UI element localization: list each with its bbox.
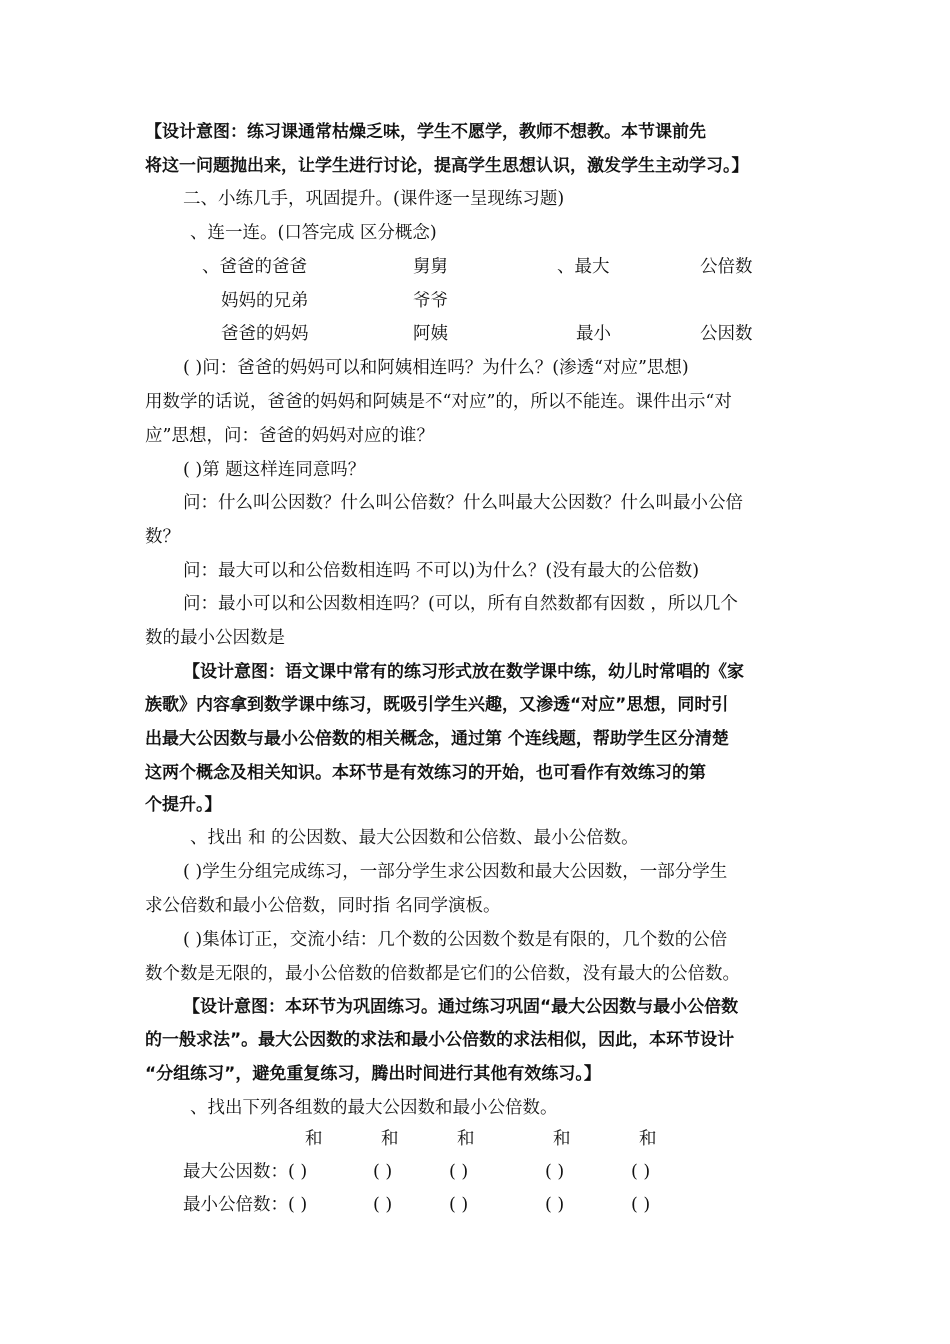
table-row-label-lcm: 最小公倍数： [183, 1195, 288, 1215]
design-intent-2-line-4: 这两个概念及相关知识。本环节是有效练习的开始，也可看作有效练习的第 [145, 763, 706, 783]
table-row-label-gcd: 最大公因数： [183, 1162, 288, 1182]
match-left-2: 妈妈的兄弟 [221, 291, 309, 311]
exercise-2-para-2-line-1: ( )集体订正，交流小结：几个数的公因数个数是有限的，几个数的公倍 [183, 930, 728, 950]
question-2: ( )第 题这样连同意吗？ [183, 460, 366, 480]
design-intent-1-line-2: 将这一问题抛出来，让学生进行讨论，提高学生思想认识，激发学生主动学习。】 [145, 156, 749, 176]
question-5-line-1: 问：最小可以和公因数相连吗？(可以，所有自然数都有因数 ，所以几个 [183, 594, 738, 614]
table-blank-gcd-3: ( ) [449, 1162, 469, 1182]
design-intent-3-line-1: 【设计意图：本环节为巩固练习。通过练习巩固“最大公因数与最小公倍数 [183, 997, 739, 1017]
exercise-2-title: 、找出 和 的公因数、最大公因数和公倍数、最小公倍数。 [190, 828, 639, 848]
table-blank-lcm-2: ( ) [373, 1195, 393, 1215]
exercise-3-title: 、找出下列各组数的最大公因数和最小公倍数。 [190, 1098, 558, 1118]
question-1-line-2: 用数学的话说，爸爸的妈妈和阿姨是不“对应”的，所以不能连。课件出示“对 [145, 392, 732, 412]
table-header-he-5: 和 [639, 1129, 657, 1149]
table-header-he-3: 和 [457, 1129, 475, 1149]
design-intent-3-line-2: 的一般求法”。最大公因数的求法和最小公倍数的求法相似，因此，本环节设计 [145, 1030, 735, 1050]
section-2-title: 二、小练几手，巩固提升。(课件逐一呈现练习题) [183, 189, 565, 209]
table-blank-gcd-5: ( ) [631, 1162, 651, 1182]
exercise-2-para-1-line-2: 求公倍数和最小公倍数，同时指 名同学演板。 [145, 896, 501, 916]
match-left-3: 爸爸的妈妈 [221, 324, 309, 344]
match-right-a-2: 最小 [576, 324, 611, 344]
match-right-a-1: 、最大 [557, 257, 610, 277]
table-blank-lcm-1: ( ) [288, 1195, 308, 1215]
design-intent-2-line-5: 个提升。】 [145, 795, 222, 815]
question-1-line-3: 应”思想，问：爸爸的妈妈对应的谁？ [145, 426, 434, 446]
table-header-he-4: 和 [553, 1129, 571, 1149]
design-intent-2-line-1: 【设计意图：语文课中常有的练习形式放在数学课中练，幼儿时常唱的《家 [183, 662, 744, 682]
match-right-b-1: 公倍数 [700, 257, 753, 277]
table-blank-gcd-2: ( ) [373, 1162, 393, 1182]
design-intent-2-line-2: 族歌》内容拿到数学课中练习，既吸引学生兴趣，又渗透“对应”思想，同时引 [145, 695, 729, 715]
table-blank-lcm-5: ( ) [631, 1195, 651, 1215]
table-blank-gcd-1: ( ) [288, 1162, 308, 1182]
table-header-he-2: 和 [381, 1129, 399, 1149]
design-intent-1-line-1: 【设计意图：练习课通常枯燥乏味，学生不愿学，教师不想教。本节课前先 [145, 122, 706, 142]
design-intent-3-line-3: “分组练习”，避免重复练习，腾出时间进行其他有效练习。】 [145, 1064, 601, 1084]
design-intent-2-line-3: 出最大公因数与最小公倍数的相关概念，通过第 个连线题，帮助学生区分清楚 [145, 729, 729, 749]
exercise-2-para-1-line-1: ( )学生分组完成练习，一部分学生求公因数和最大公因数，一部分学生 [183, 862, 728, 882]
match-mid-3: 阿姨 [413, 324, 448, 344]
question-5-line-2: 数的最小公因数是 [145, 628, 285, 648]
table-header-he-1: 和 [305, 1129, 323, 1149]
question-3-line-1: 问：什么叫公因数？什么叫公倍数？什么叫最大公因数？什么叫最小公倍 [183, 493, 743, 513]
exercise-2-para-2-line-2: 数个数是无限的，最小公倍数的倍数都是它们的公倍数，没有最大的公倍数。 [145, 964, 740, 984]
match-mid-1: 舅舅 [413, 257, 448, 277]
question-3-line-2: 数？ [145, 527, 180, 547]
table-blank-gcd-4: ( ) [545, 1162, 565, 1182]
match-mid-2: 爷爷 [413, 291, 448, 311]
exercise-1-title: 、连一连。(口答完成 区分概念) [190, 223, 437, 243]
question-4: 问：最大可以和公倍数相连吗 不可以)为什么？(没有最大的公倍数) [183, 561, 700, 581]
match-left-1: 、爸爸的爸爸 [202, 257, 307, 277]
table-blank-lcm-4: ( ) [545, 1195, 565, 1215]
match-right-b-2: 公因数 [700, 324, 753, 344]
question-1-line-1: ( )问：爸爸的妈妈可以和阿姨相连吗？为什么？(渗透“对应”思想) [183, 358, 689, 378]
table-blank-lcm-3: ( ) [449, 1195, 469, 1215]
